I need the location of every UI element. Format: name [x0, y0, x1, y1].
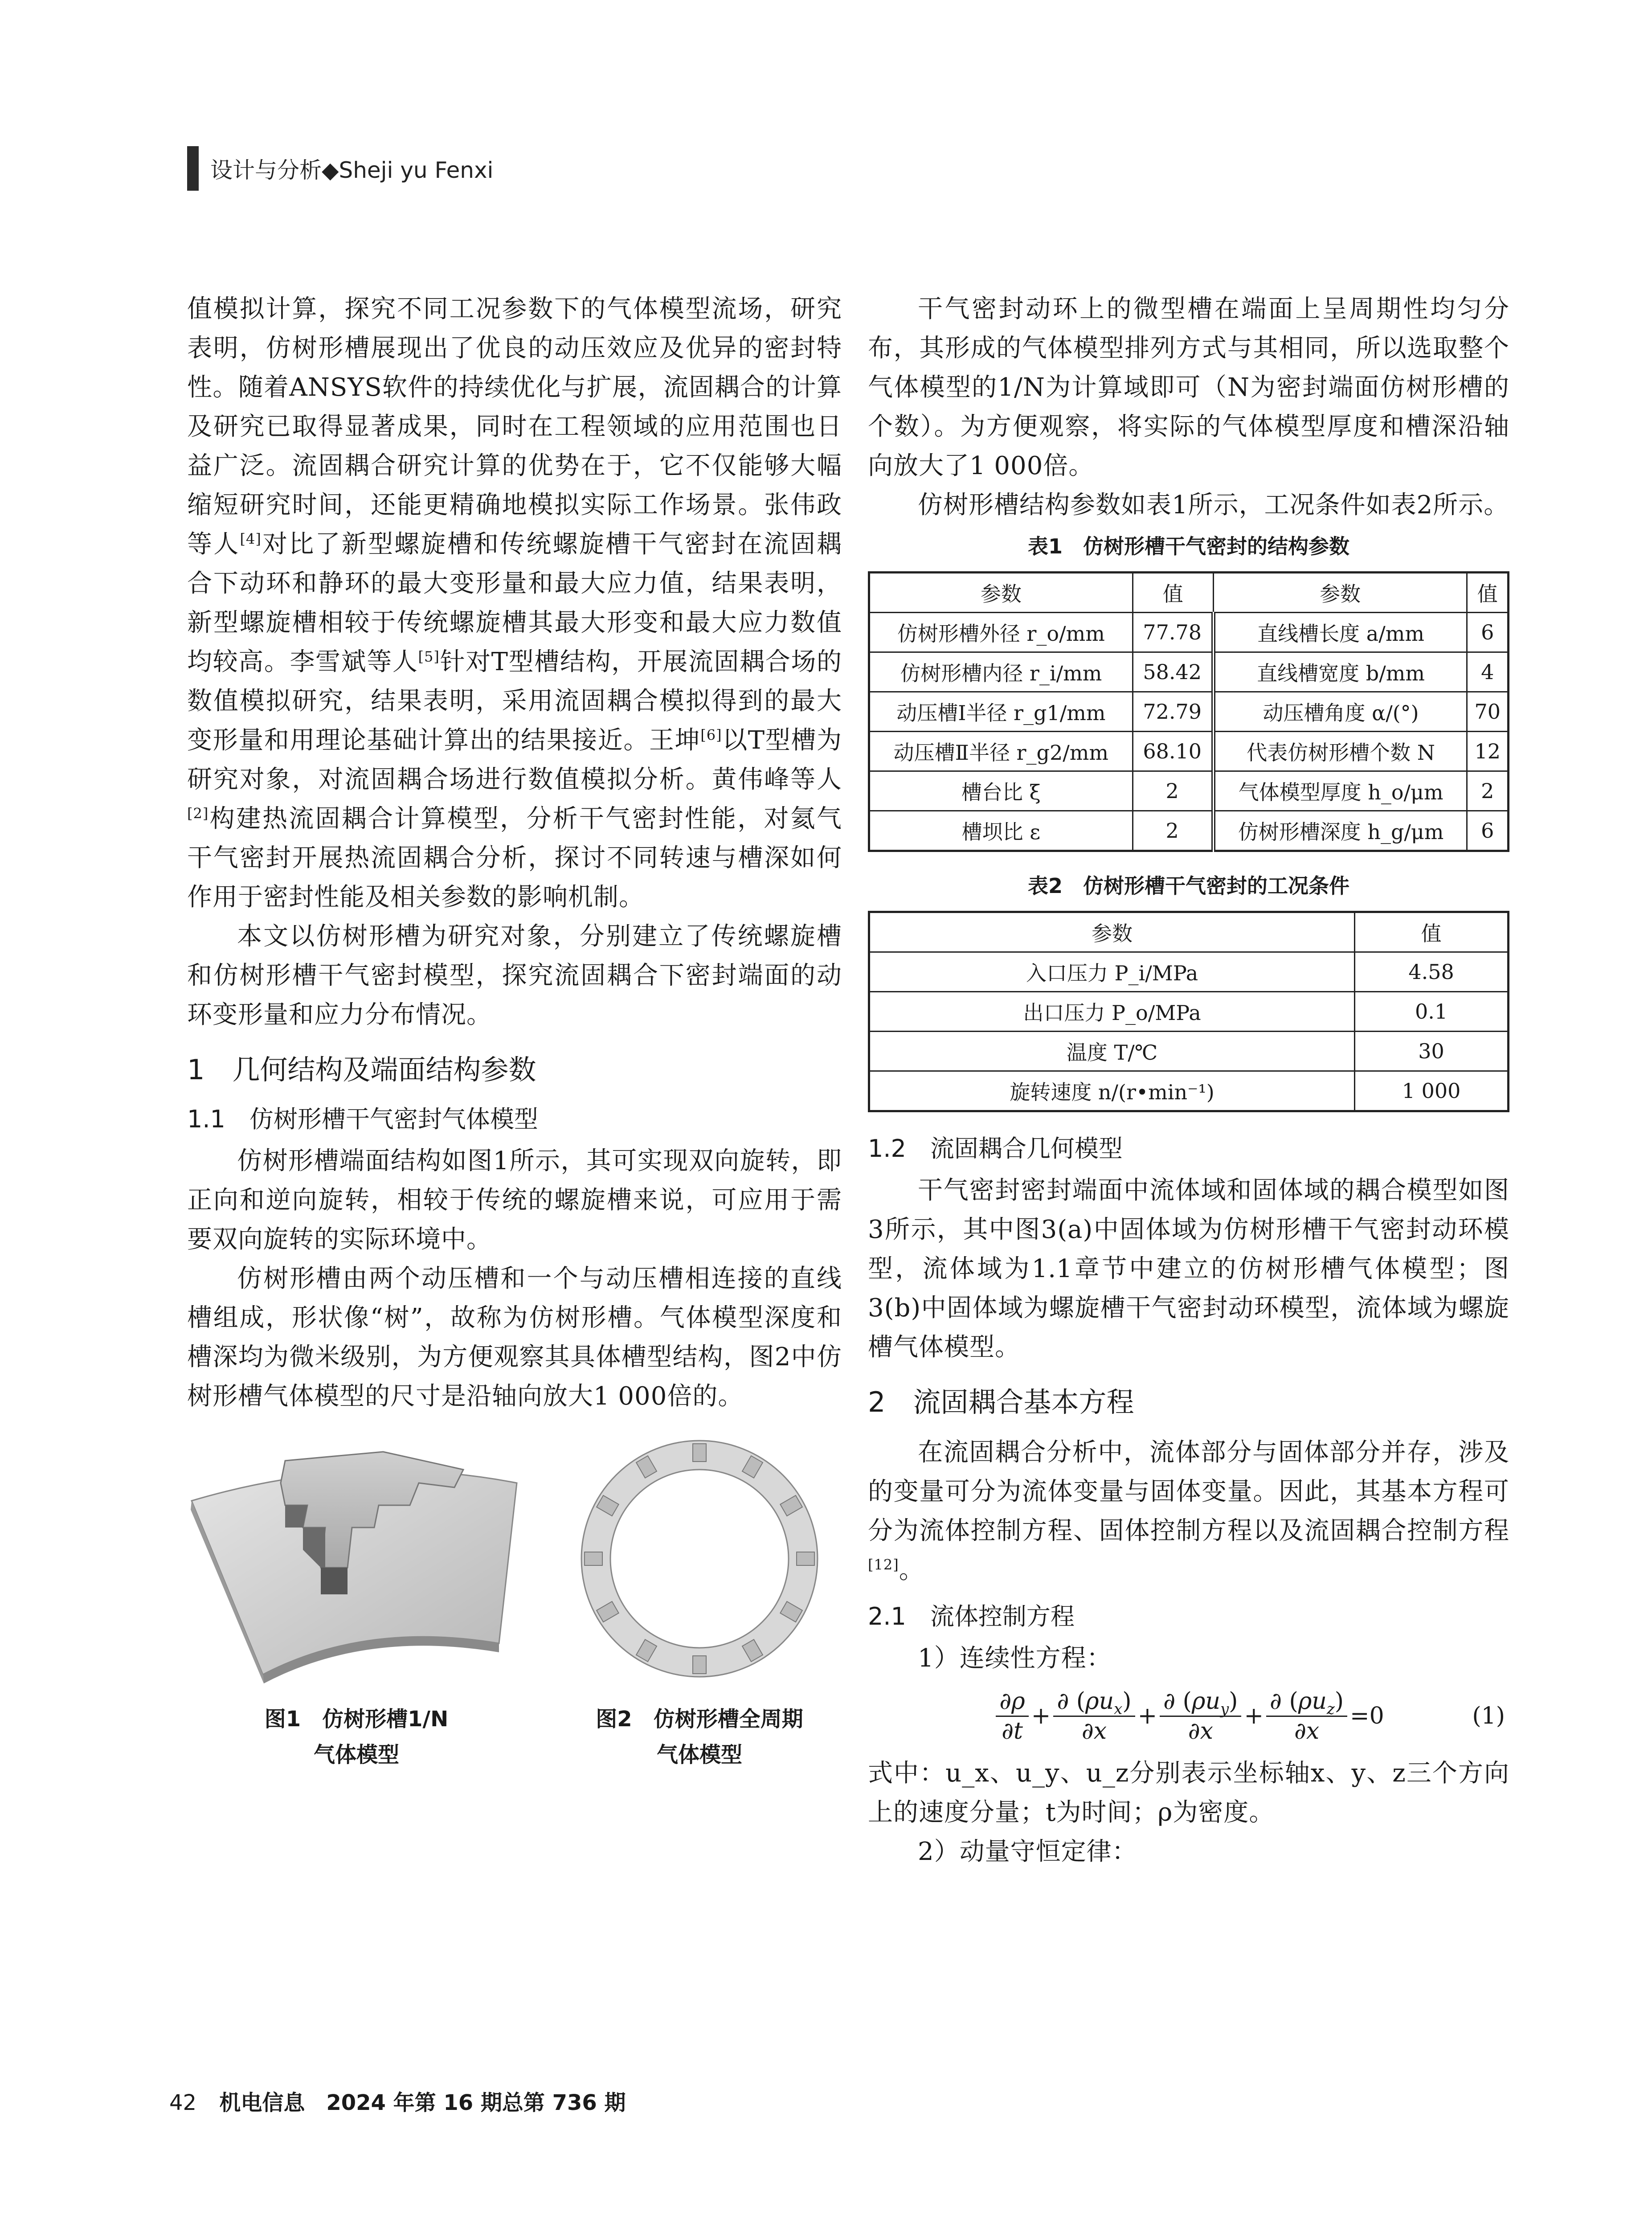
equation-1: $\frac{\partial\rho}{\partial t}$ + $\frac{\partial (\rho u_x)}{\partial x}$ + $\frac{\partial (\rho u_y)}{\partial x}$ + $\frac{\partial (\rho u_z)}{\partial x}$ =0 (1) [868, 1678, 1509, 1754]
table-1-caption: 表1 仿树形槽干气密封的结构参数 [1027, 534, 1349, 558]
table-1-cell: 72.79 [1133, 692, 1213, 732]
right-paragraph-2: 仿树形槽结构参数如表1所示，工况条件如表2所示。 [918, 491, 1509, 520]
left-paragraph-1: 值模拟计算，探究不同工况参数下的气体模型流场，研究表明，仿树形槽展现出了优良的动压效应及优异的密封特性。随着ANSYS软件的持续优化与扩展，流固耦合的计算及研究已取得显著成果，同时在工程领域的应用范围也日益广泛。流固耦合研究计算的优势在于，它不仅能够大幅缩短研究时间，还能更精确地模拟实际工作场景。张伟政等人[4]对比了新型螺旋槽和传统螺旋槽干气密封在流固耦合下动环和静环的最大变形量和最大应力值，结果表明，新型螺旋槽相较于传统螺旋槽其最大形变和最大应力数值均较高。李雪斌等人[5]针对T型槽结构，开展流固耦合场的数值模拟研究，结果表明，采用流固耦合模拟得到的最大变形量和用理论基础计算出的结果接近。王坤[6]以T型槽为研究对象，对流固耦合场进行数值模拟分析。黄伟峰等人[2]构建热流固耦合计算模型，分析干气密封性能，对氦气干气密封开展热流固耦合分析，探讨不同转速与槽深如何作用于密封性能及相关参数的影响机制。 [187, 295, 842, 912]
table-1-header: 参数 [1213, 573, 1467, 613]
equation-1-explanation: 式中：u_x、u_y、u_z分别表示坐标轴x、y、z三个方向上的速度分量；t为时间；ρ为密度。 [868, 1759, 1509, 1827]
table-1-row [869, 652, 1509, 692]
table-1-cell: 动压槽Ⅱ半径 r_g2/mm [869, 732, 1133, 771]
section-2-1-heading: 2.1 流体控制方程 [868, 1602, 1075, 1630]
right-paragraph-3: 干气密封密封端面中流体域和固体域的耦合模型如图3所示，其中图3(a)中固体域为仿树形槽干气密封动环模型，流体域为1.1章节中建立的仿树形槽气体模型；图3(b)中固体域为螺旋槽干气密封动环模型，流体域为螺旋槽气体模型。 [868, 1176, 1509, 1362]
table-1-cell: 77.78 [1133, 613, 1213, 652]
table-2-header-row [869, 912, 1509, 952]
right-paragraph-4: 在流固耦合分析中，流体部分与固体部分并存，涉及的变量可分为流体变量与固体变量。因此，其基本方程可分为流体控制方程、固体控制方程以及流固耦合控制方程[12]。 [868, 1438, 1509, 1585]
header-text: 设计与分析◆Sheji yu Fenxi [210, 157, 494, 183]
page-number: 42 [169, 2090, 197, 2115]
table-1-cell: 6 [1467, 613, 1509, 652]
table-2-cell: 1 000 [1355, 1071, 1509, 1111]
table-1-cell: 2 [1133, 771, 1213, 811]
left-paragraph-2: 本文以仿树形槽为研究对象，分别建立了传统螺旋槽和仿树形槽干气密封模型，探究流固耦合下密封端面的动环变形量和应力分布情况。 [187, 922, 842, 1029]
item-1-continuity: 1）连续性方程： [918, 1644, 1112, 1673]
table-1-header: 参数 [869, 573, 1133, 613]
table-1-cell: 动压槽Ⅰ半径 r_g1/mm [869, 692, 1133, 732]
header-bar [187, 146, 199, 191]
right-column [868, 290, 1509, 1872]
table-1-cell: 2 [1467, 771, 1509, 811]
table-1-cell: 槽台比 ξ [869, 771, 1133, 811]
table-1-row [869, 732, 1509, 771]
table-1-cell: 槽坝比 ε [869, 811, 1133, 851]
table-1-cell: 气体模型厚度 h_o/μm [1213, 771, 1467, 811]
table-1-body [869, 613, 1509, 851]
table-1-cell: 直线槽长度 a/mm [1213, 613, 1467, 652]
table-1-cell: 仿树形槽深度 h_g/μm [1213, 811, 1467, 851]
table-1-cell: 58.42 [1133, 652, 1213, 692]
table-1-cell: 68.10 [1133, 732, 1213, 771]
table-1-cell: 12 [1467, 732, 1509, 771]
section-1-1-heading: 1.1 仿树形槽干气密封气体模型 [187, 1105, 538, 1133]
table-1-cell: 2 [1133, 811, 1213, 851]
table-1 [868, 571, 1509, 852]
table-2-header: 值 [1355, 912, 1509, 952]
table-1-row [869, 771, 1509, 811]
figure-1-caption: 图1 仿树形槽1/N 气体模型 [264, 1707, 449, 1767]
table-2-cell: 温度 T/℃ [869, 1032, 1355, 1071]
figures-1-2 [187, 1434, 842, 1782]
table-2-cell: 0.1 [1355, 992, 1509, 1032]
left-paragraph-4: 仿树形槽由两个动压槽和一个与动压槽相连接的直线槽组成，形状像“树”，故称为仿树形槽。气体模型深度和槽深均为微米级别，为方便观察其具体槽型结构，图2中仿树形槽气体模型的尺寸是沿轴向放大1 000倍的。 [187, 1264, 842, 1411]
table-2-row [869, 992, 1509, 1032]
table-1-header-row [869, 573, 1509, 613]
section-1-2-heading: 1.2 流固耦合几何模型 [868, 1134, 1123, 1163]
figure-1-image [187, 1434, 526, 1683]
table-1-cell: 仿树形槽外径 r_o/mm [869, 613, 1133, 652]
page-footer [169, 2085, 626, 2116]
table-2-caption: 表2 仿树形槽干气密封的工况条件 [1027, 874, 1349, 898]
equation-1-number: (1) [1472, 1703, 1505, 1729]
table-1-cell: 仿树形槽内径 r_i/mm [869, 652, 1133, 692]
section-2-heading: 2 流固耦合基本方程 [868, 1386, 1134, 1418]
table-2-cell: 30 [1355, 1032, 1509, 1071]
table-2-row [869, 952, 1509, 992]
table-2-row [869, 1071, 1509, 1111]
figure-2-caption: 图2 仿树形槽全周期 气体模型 [596, 1707, 803, 1767]
table-1-cell: 70 [1467, 692, 1509, 732]
running-header [187, 142, 493, 195]
table-2-cell: 出口压力 P_o/MPa [869, 992, 1355, 1032]
left-column [187, 290, 842, 1782]
table-2-cell: 4.58 [1355, 952, 1509, 992]
table-2-cell: 旋转速度 n/(r•min⁻¹) [869, 1071, 1355, 1111]
item-2-momentum: 2）动量守恒定律： [918, 1837, 1137, 1866]
journal-info: 机电信息 2024 年第 16 期总第 736 期 [219, 2090, 626, 2115]
figure-2-image [561, 1434, 838, 1683]
table-2-header: 参数 [869, 912, 1355, 952]
table-1-cell: 4 [1467, 652, 1509, 692]
table-1-cell: 动压槽角度 α/(°) [1213, 692, 1467, 732]
table-2-row [869, 1032, 1509, 1071]
left-paragraph-3: 仿树形槽端面结构如图1所示，其可实现双向旋转，即正向和逆向旋转，相较于传统的螺旋槽来说，可应用于需要双向旋转的实际环境中。 [187, 1147, 842, 1254]
table-1-row [869, 692, 1509, 732]
table-1-row [869, 613, 1509, 652]
table-1-cell: 代表仿树形槽个数 N [1213, 732, 1467, 771]
table-1-header: 值 [1133, 573, 1213, 613]
table-2-cell: 入口压力 P_i/MPa [869, 952, 1355, 992]
table-1-row [869, 811, 1509, 851]
table-2 [868, 911, 1509, 1112]
right-paragraph-1: 干气密封动环上的微型槽在端面上呈周期性均匀分布，其形成的气体模型排列方式与其相同，所以选取整个气体模型的1/N为计算域即可（N为密封端面仿树形槽的个数）。为方便观察，将实际的气体模型厚度和槽深沿轴向放大了1 000倍。 [868, 295, 1509, 480]
section-1-heading: 1 几何结构及端面结构参数 [187, 1053, 536, 1086]
table-1-cell: 6 [1467, 811, 1509, 851]
table-1-cell: 直线槽宽度 b/mm [1213, 652, 1467, 692]
table-2-body [869, 952, 1509, 1111]
table-1-header: 值 [1467, 573, 1509, 613]
